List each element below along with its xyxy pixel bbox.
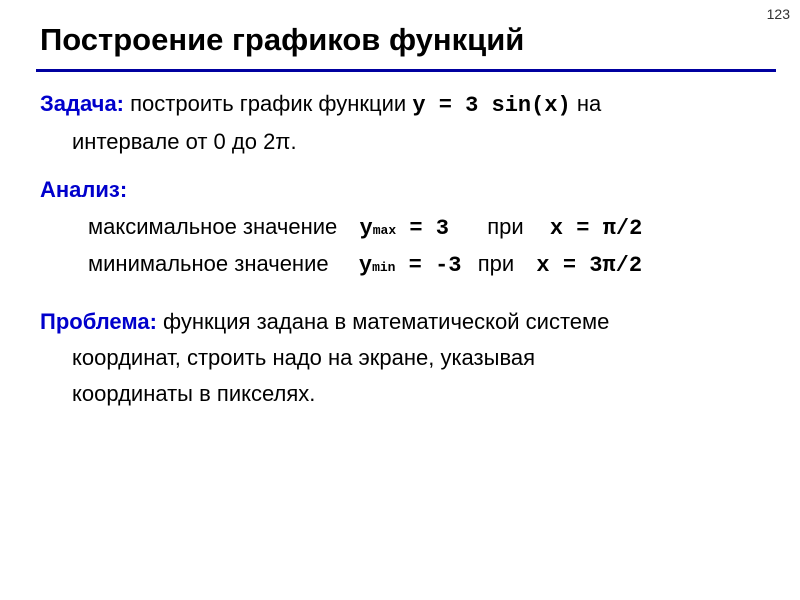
problem-paragraph	[40, 304, 770, 412]
task-text: построить график функции	[124, 91, 413, 116]
analysis-value: = 3	[396, 216, 449, 241]
analysis-row-text: максимальное значение	[88, 214, 338, 239]
analysis-label: Анализ:	[40, 177, 128, 202]
problem-line-3: координаты в пикселях.	[72, 381, 316, 406]
analysis-value: = -3	[395, 253, 462, 278]
slide-number: 123	[766, 6, 790, 22]
task-formula: y = 3 sin(x)	[412, 93, 571, 118]
problem-text: функция задана в математической системе	[156, 309, 610, 334]
problem-line-2: координат, строить надо на экране, указывая	[72, 345, 536, 370]
analysis-x-expr: x = 3π/2	[536, 253, 643, 278]
analysis-y: y	[359, 216, 373, 241]
analysis-at: при	[477, 251, 515, 276]
title-divider	[36, 69, 776, 72]
analysis-row-min	[88, 251, 642, 278]
task-line-2: интервале от 0 до 2π.	[72, 129, 297, 154]
analysis-at: при	[487, 214, 524, 239]
problem-label: Проблема:	[40, 309, 157, 334]
analysis-row-max	[88, 214, 642, 241]
page-title: Построение графиков функций	[40, 22, 525, 57]
analysis-sub: min	[372, 260, 396, 275]
analysis-sub: max	[372, 223, 397, 238]
analysis-y: y	[358, 253, 373, 278]
task-paragraph	[40, 86, 770, 160]
analysis-heading	[40, 172, 770, 208]
analysis-x-expr: x = π/2	[549, 216, 643, 241]
analysis-row-text: минимальное значение	[88, 251, 329, 276]
task-label: Задача:	[40, 91, 125, 116]
task-text-after: на	[570, 91, 602, 116]
